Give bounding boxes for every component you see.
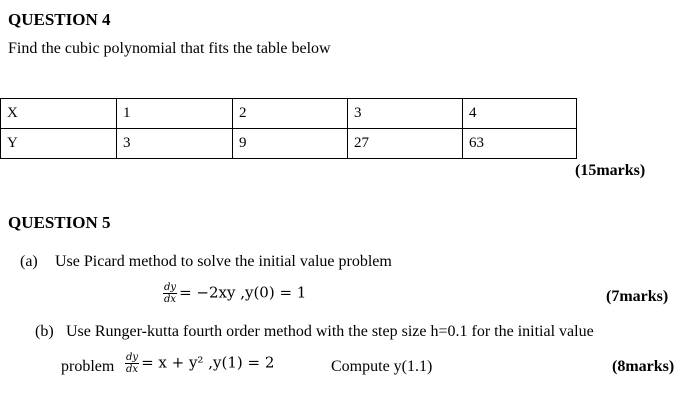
question-4-marks: (15marks) — [575, 162, 646, 179]
part-b-equation-rhs: = x + y² ,y(1) = 2 — [141, 353, 275, 372]
data-table — [0, 98, 577, 159]
table-cell: 9 — [233, 129, 348, 159]
table-cell: X — [1, 99, 117, 129]
part-b-fraction-denominator: dx — [126, 364, 139, 375]
part-b-text: Use Runger-kutta fourth order method with the step size h=0.1 for the initial value — [66, 323, 594, 340]
table-cell: 63 — [463, 129, 577, 159]
part-b-compute: Compute y(1.1) — [331, 358, 433, 375]
table-cell: 3 — [117, 129, 233, 159]
part-a-text: Use Picard method to solve the initial value problem — [55, 253, 392, 270]
part-b-fraction-numerator: dy — [126, 352, 139, 363]
table-cell: 27 — [348, 129, 463, 159]
part-b-equation — [125, 352, 274, 375]
part-a-label: (a) — [20, 253, 38, 270]
table-cell: 1 — [117, 99, 233, 129]
part-b-problem-word: problem — [61, 358, 115, 375]
table-cell: 2 — [233, 99, 348, 129]
question-4-prompt: Find the cubic polynomial that fits the table below — [8, 40, 331, 57]
question-4-heading: QUESTION 4 — [8, 10, 111, 29]
table-row-x — [1, 99, 577, 129]
table-row-y — [1, 129, 577, 159]
table-cell: Y — [1, 129, 117, 159]
part-a-fraction — [163, 282, 177, 305]
part-a-equation — [163, 282, 306, 305]
part-b-marks: (8marks) — [612, 358, 675, 375]
table-cell: 3 — [348, 99, 463, 129]
part-a-equation-rhs: = −2xy ,y(0) = 1 — [179, 283, 307, 302]
part-a-marks: (7marks) — [606, 288, 669, 305]
part-b-fraction — [125, 352, 139, 375]
part-a-fraction-denominator: dx — [164, 294, 177, 305]
part-a-fraction-numerator: dy — [164, 282, 177, 293]
part-b-label: (b) — [35, 323, 54, 340]
table-cell: 4 — [463, 99, 577, 129]
question-5-heading: QUESTION 5 — [8, 213, 111, 232]
